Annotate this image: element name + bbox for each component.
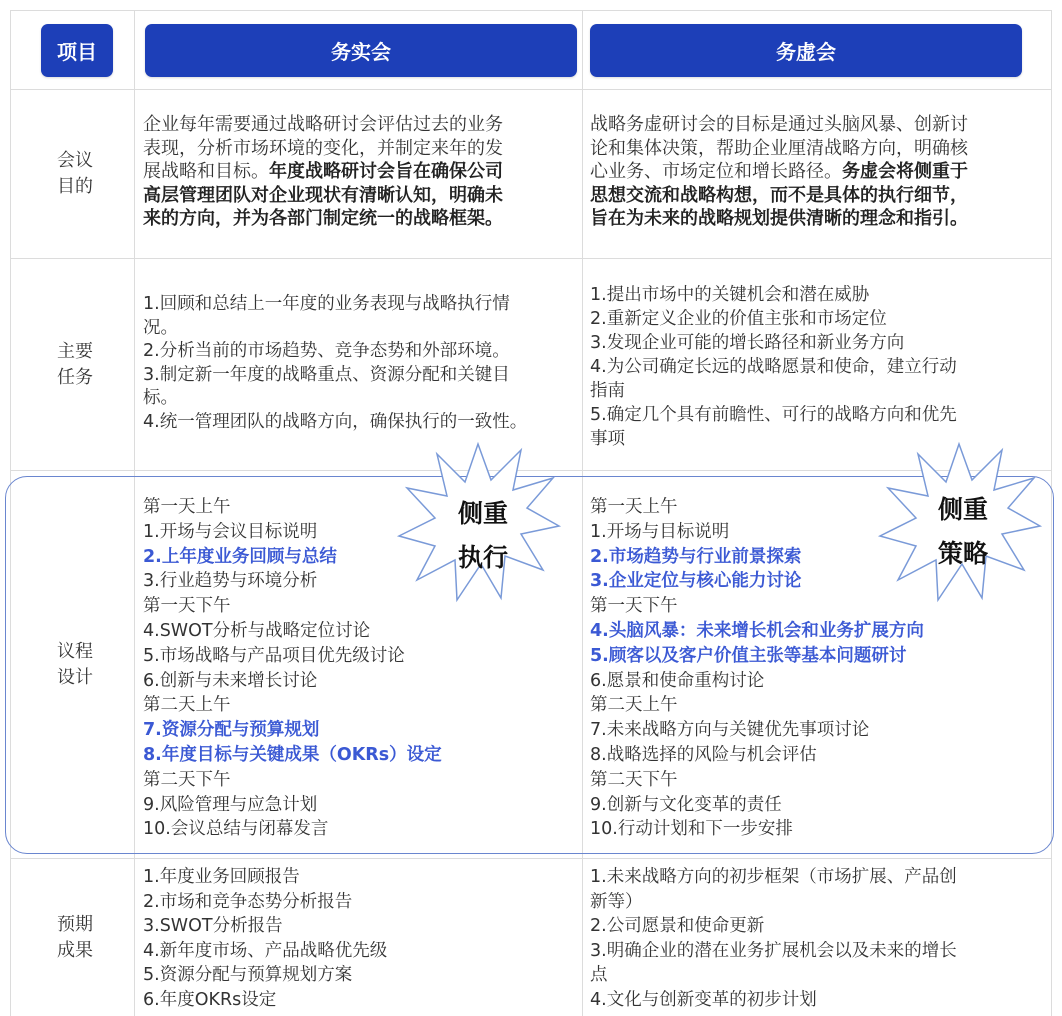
text-line: 指南 (590, 381, 625, 401)
label-line: 目的 (57, 176, 93, 197)
agenda-item: 第二天上午 (590, 695, 678, 716)
agenda-item: 第二天下午 (143, 769, 231, 790)
badge-line: 策略 (937, 539, 988, 568)
grid-row2 (10, 258, 1052, 259)
agenda-item: 1.开场与目标说明 (590, 521, 730, 542)
text-line: 2.分析当前的市场趋势、竞争态势和外部环境。 (143, 341, 510, 362)
text-line: 旨在为未来的战略规划提供清晰的理念和指引。 (590, 208, 968, 230)
agenda-item: 6.创新与未来增长讨论 (143, 670, 318, 691)
text-line-mixed (143, 160, 503, 184)
grid-row4 (10, 858, 1052, 859)
label-line: 设计 (57, 666, 93, 688)
label-line: 议程 (57, 640, 93, 662)
label-line: 成果 (57, 939, 93, 961)
text-line: 论和集体决策，帮助企业厘清战略方向，明确核 (590, 137, 968, 159)
text-line: 3.制定新一年度的战略重点、资源分配和关键目 (143, 364, 510, 385)
grid-top (10, 10, 1052, 11)
purpose-strategic (590, 113, 968, 231)
agenda-item: 7.未来战略方向与关键优先事项讨论 (590, 720, 870, 741)
text-line: 高层管理团队对企业现状有清晰认知，明确未 (143, 184, 503, 206)
row-label-agenda (10, 471, 140, 858)
text-line: 5.确定几个具有前瞻性、可行的战略方向和优先 (590, 405, 957, 425)
label-line: 任务 (57, 366, 93, 388)
outcomes-practical (143, 865, 387, 1013)
purpose-practical (143, 113, 503, 231)
text-line: 表现，分析市场环境的变化，并制定来年的发 (143, 137, 503, 159)
agenda-item: 第一天下午 (143, 596, 231, 617)
outcome-item: 1.未来战略方向的初步框架（市场扩展、产品创 (590, 867, 957, 887)
outcome-item: 点 (590, 965, 608, 986)
grid-row1 (10, 89, 1052, 90)
agenda-item: 1.开场与会议目标说明 (143, 521, 318, 542)
outcome-item: 3.SWOT分析报告 (143, 916, 283, 937)
agenda-item-highlight: 7.资源分配与预算规划 (143, 720, 320, 741)
agenda-item: 第一天上午 (590, 497, 678, 517)
badge-execution-text (438, 492, 528, 580)
badge-line: 侧重 (457, 499, 508, 528)
agenda-item: 8.战略选择的风险与机会评估 (590, 744, 817, 765)
outcome-item: 4.新年度市场、产品战略优先级 (143, 940, 388, 961)
outcome-item: 4.文化与创新变革的初步计划 (590, 989, 817, 1010)
text-line: 3.发现企业可能的增长路径和新业务方向 (590, 333, 905, 353)
text-line: 思想交流和战略构想，而不是具体的执行细节， (590, 184, 968, 206)
agenda-item: 9.创新与文化变革的责任 (590, 794, 782, 815)
text-line: 况。 (143, 317, 178, 338)
row-label-outcomes (10, 859, 140, 1016)
agenda-item: 5.市场战略与产品项目优先级讨论 (143, 645, 405, 666)
agenda-item: 3.行业趋势与环境分析 (143, 571, 318, 592)
header-strategic-meeting: 务虚会 (590, 24, 1022, 77)
text-line: 1.提出市场中的关键机会和潜在威胁 (590, 285, 870, 305)
agenda-item-highlight: 3.企业定位与核心能力讨论 (590, 571, 802, 592)
text-line: 4.为公司确定长远的战略愿景和使命，建立行动 (590, 357, 957, 377)
text-line: 事项 (590, 429, 625, 449)
agenda-item: 第一天上午 (143, 497, 231, 517)
agenda-item-highlight: 2.市场趋势与行业前景探索 (590, 546, 802, 567)
text-line-mixed (590, 160, 968, 184)
text-line: 来的方向，并为各部门制定统一的战略框架。 (143, 208, 503, 230)
outcomes-strategic (590, 865, 957, 1013)
outcome-item: 3.明确企业的潜在业务扩展机会以及未来的增长 (590, 940, 957, 961)
tasks-practical (143, 293, 527, 435)
text-line: 4.统一管理团队的战略方向，确保执行的一致性。 (143, 411, 528, 432)
agenda-item-highlight: 8.年度目标与关键成果（OKRs）设定 (143, 744, 442, 765)
text-line: 标。 (143, 388, 178, 409)
agenda-item: 10.行动计划和下一步安排 (590, 819, 793, 840)
agenda-item: 9.风险管理与应急计划 (143, 794, 318, 815)
row-label-purpose (10, 90, 140, 258)
row-label-tasks (10, 259, 140, 470)
outcome-item: 6.年度OKRs设定 (143, 989, 277, 1010)
agenda-item-highlight: 4.头脑风暴：未来增长机会和业务扩展方向 (590, 620, 924, 641)
tasks-strategic (590, 283, 957, 451)
outcome-item: 5.资源分配与预算规划方案 (143, 965, 353, 986)
agenda-item: 第二天下午 (590, 769, 678, 790)
text-line: 2.重新定义企业的价值主张和市场定位 (590, 309, 887, 329)
outcome-item: 1.年度业务回顾报告 (143, 867, 300, 887)
agenda-item-highlight: 2.上年度业务回顾与总结 (143, 546, 337, 567)
outcome-item: 新等） (590, 891, 643, 912)
label-line: 会议 (57, 150, 93, 171)
text-line: 战略务虚研讨会的目标是通过头脑风暴、创新讨 (590, 114, 968, 135)
label-line: 主要 (57, 340, 93, 362)
agenda-item: 4.SWOT分析与战略定位讨论 (143, 620, 371, 641)
badge-strategy-text (918, 488, 1008, 576)
text-line: 企业每年需要通过战略研讨会评估过去的业务 (143, 114, 503, 135)
agenda-item: 第一天下午 (590, 596, 678, 617)
text-normal: 心业务、市场定位和增长路径。 (590, 161, 842, 183)
badge-line: 执行 (457, 543, 508, 572)
outcome-item: 2.公司愿景和使命更新 (590, 916, 765, 937)
agenda-item: 10.会议总结与闭幕发言 (143, 819, 329, 840)
label-line: 预期 (57, 913, 93, 935)
text-line: 1.回顾和总结上一年度的业务表现与战略执行情 (143, 294, 510, 314)
text-normal: 展战略和目标。 (143, 161, 269, 183)
agenda-item-highlight: 5.顾客以及客户价值主张等基本问题研讨 (590, 645, 907, 666)
agenda-item: 第二天上午 (143, 695, 231, 716)
header-practical-meeting: 务实会 (145, 24, 577, 77)
text-bold: 年度战略研讨会旨在确保公司 (269, 161, 503, 183)
text-bold: 务虚会将侧重于 (842, 161, 968, 183)
agenda-item: 6.愿景和使命重构讨论 (590, 670, 765, 691)
header-item: 项目 (41, 24, 113, 77)
outcome-item: 2.市场和竞争态势分析报告 (143, 891, 353, 912)
badge-line: 侧重 (937, 495, 988, 524)
